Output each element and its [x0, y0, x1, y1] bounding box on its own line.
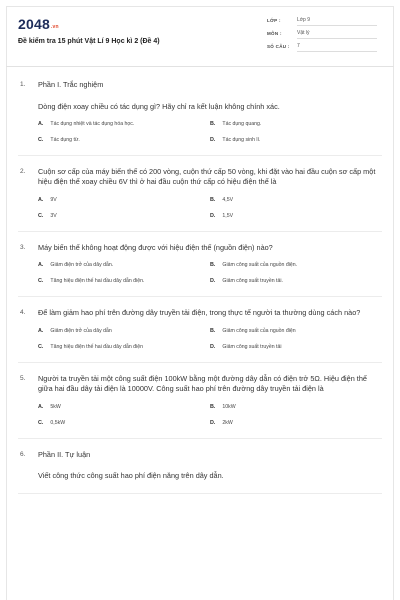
answer-option-b[interactable]: B. 4,5V — [210, 196, 234, 203]
question-divider — [18, 362, 382, 363]
question-divider — [18, 493, 382, 494]
question-subtext: Viết công thức công suất hao phí điện năng trên dây dẫn. — [38, 471, 224, 480]
meta-subject — [259, 31, 389, 42]
question-list — [20, 80, 380, 505]
answer-option-b[interactable]: B. Tác dụng quang. — [210, 120, 262, 127]
meta-class-value: Lớp 9 — [297, 17, 377, 26]
question-subtext: Dòng điện xoay chiều có tác dụng gì? Hãy chỉ ra kết luận không chính xác. — [38, 101, 280, 111]
question-5 — [20, 374, 380, 426]
answer-option-d[interactable]: D. 1,5V — [210, 212, 234, 219]
question-text: Máy biến thế không hoạt động được với hiệu điện thế (nguồn điện) nào? — [38, 242, 273, 252]
logo-main: 2048 — [18, 16, 50, 32]
question-divider — [18, 296, 382, 297]
question-text: Phần I. Trắc nghiệm — [38, 80, 104, 89]
answer-grid — [38, 197, 380, 219]
answer-option-b[interactable]: B. Giảm công suất của nguồn điện. — [210, 262, 298, 268]
answer-option-c[interactable]: C. Tăng hiệu điện thế hai đầu dây dẫn điện — [38, 343, 143, 350]
meta-subject-value: Vật lý — [297, 30, 377, 39]
answer-option-d[interactable]: D. 2kW — [210, 419, 233, 426]
answer-option-b[interactable]: B. 10kW — [210, 403, 236, 410]
question-6 — [20, 450, 380, 482]
question-4 — [20, 308, 380, 350]
question-number: 3. — [20, 243, 26, 251]
answer-option-c[interactable]: C. 0,5kW — [38, 419, 66, 426]
question-number: 1. — [20, 81, 26, 88]
meta-class-key: LỚP : — [267, 18, 281, 23]
answer-option-a[interactable]: A. Giảm điện trở của dây dẫn — [38, 327, 112, 334]
answer-option-a[interactable]: A. Tác dụng nhiệt và tác dụng hóa học. — [38, 120, 135, 127]
logo-tld: .vn — [50, 24, 59, 30]
answer-grid — [38, 262, 380, 284]
answer-option-c[interactable]: C. Tác dụng từ. — [38, 136, 80, 143]
answer-option-a[interactable]: A. 5kW — [38, 403, 61, 410]
question-number: 5. — [20, 374, 26, 382]
meta-subject-key: MÔN : — [267, 31, 282, 36]
question-text: Phần II. Tự luận — [38, 449, 91, 459]
page-header — [14, 14, 386, 58]
answer-grid — [38, 121, 380, 143]
question-number: 2. — [20, 167, 26, 175]
question-number: 4. — [20, 309, 26, 316]
answer-option-c[interactable]: C. Tăng hiệu điện thế hai đầu dây dẫn điện. — [38, 278, 145, 284]
meta-count-key: SỐ CÂU : — [267, 44, 290, 49]
question-divider — [18, 155, 382, 156]
answer-option-d[interactable]: D. Giảm công suất truyền tải — [210, 343, 282, 350]
answer-option-c[interactable]: C. 3V — [38, 212, 57, 219]
question-number: 6. — [20, 450, 26, 458]
meta-count-value: 7 — [297, 43, 377, 52]
answer-option-a[interactable]: A. 9V — [38, 196, 57, 203]
meta-class — [259, 18, 389, 29]
meta-count — [259, 44, 389, 55]
question-divider — [18, 231, 382, 232]
answer-option-a[interactable]: A. Giảm điện trở của dây dẫn. — [38, 262, 114, 268]
answer-grid — [38, 404, 380, 426]
question-2 — [20, 167, 380, 219]
question-divider — [18, 438, 382, 439]
answer-option-d[interactable]: D. Tác dụng sinh lí. — [210, 136, 261, 143]
question-text: Để làm giảm hao phí trên đường dây truyền tải điện, trong thực tế người ta thường dùng cách nào? — [38, 308, 361, 317]
question-1 — [20, 80, 380, 143]
header-divider — [6, 66, 394, 67]
question-text: Người ta truyền tải một công suất điện 100kW bằng một đường dây dẫn có điện trở 5Ω. Hiệu điện thế giữa hai đầu dây tải điện là 10000V. Công suất hao phí trên đường dây truyền tải điện là — [38, 373, 367, 393]
question-text: Cuộn sơ cấp của máy biến thế có 200 vòng, cuộn thứ cấp 50 vòng, khi đặt vào hai đầu cuộn sơ cấp một hiệu điện thế xoay chiều 6V thì ở hai đầu cuộn thứ cấp có hiệu điện thế là — [38, 166, 376, 186]
site-logo[interactable] — [18, 16, 59, 32]
document-title: Đề kiểm tra 15 phút Vật Lí 9 Học kì 2 (Đề 4) — [18, 38, 160, 45]
answer-option-b[interactable]: B. Giảm công suất của nguồn điện — [210, 327, 296, 334]
question-3 — [20, 243, 380, 285]
answer-grid — [38, 328, 380, 350]
answer-option-d[interactable]: D. Giảm công suất truyền tải. — [210, 278, 283, 284]
